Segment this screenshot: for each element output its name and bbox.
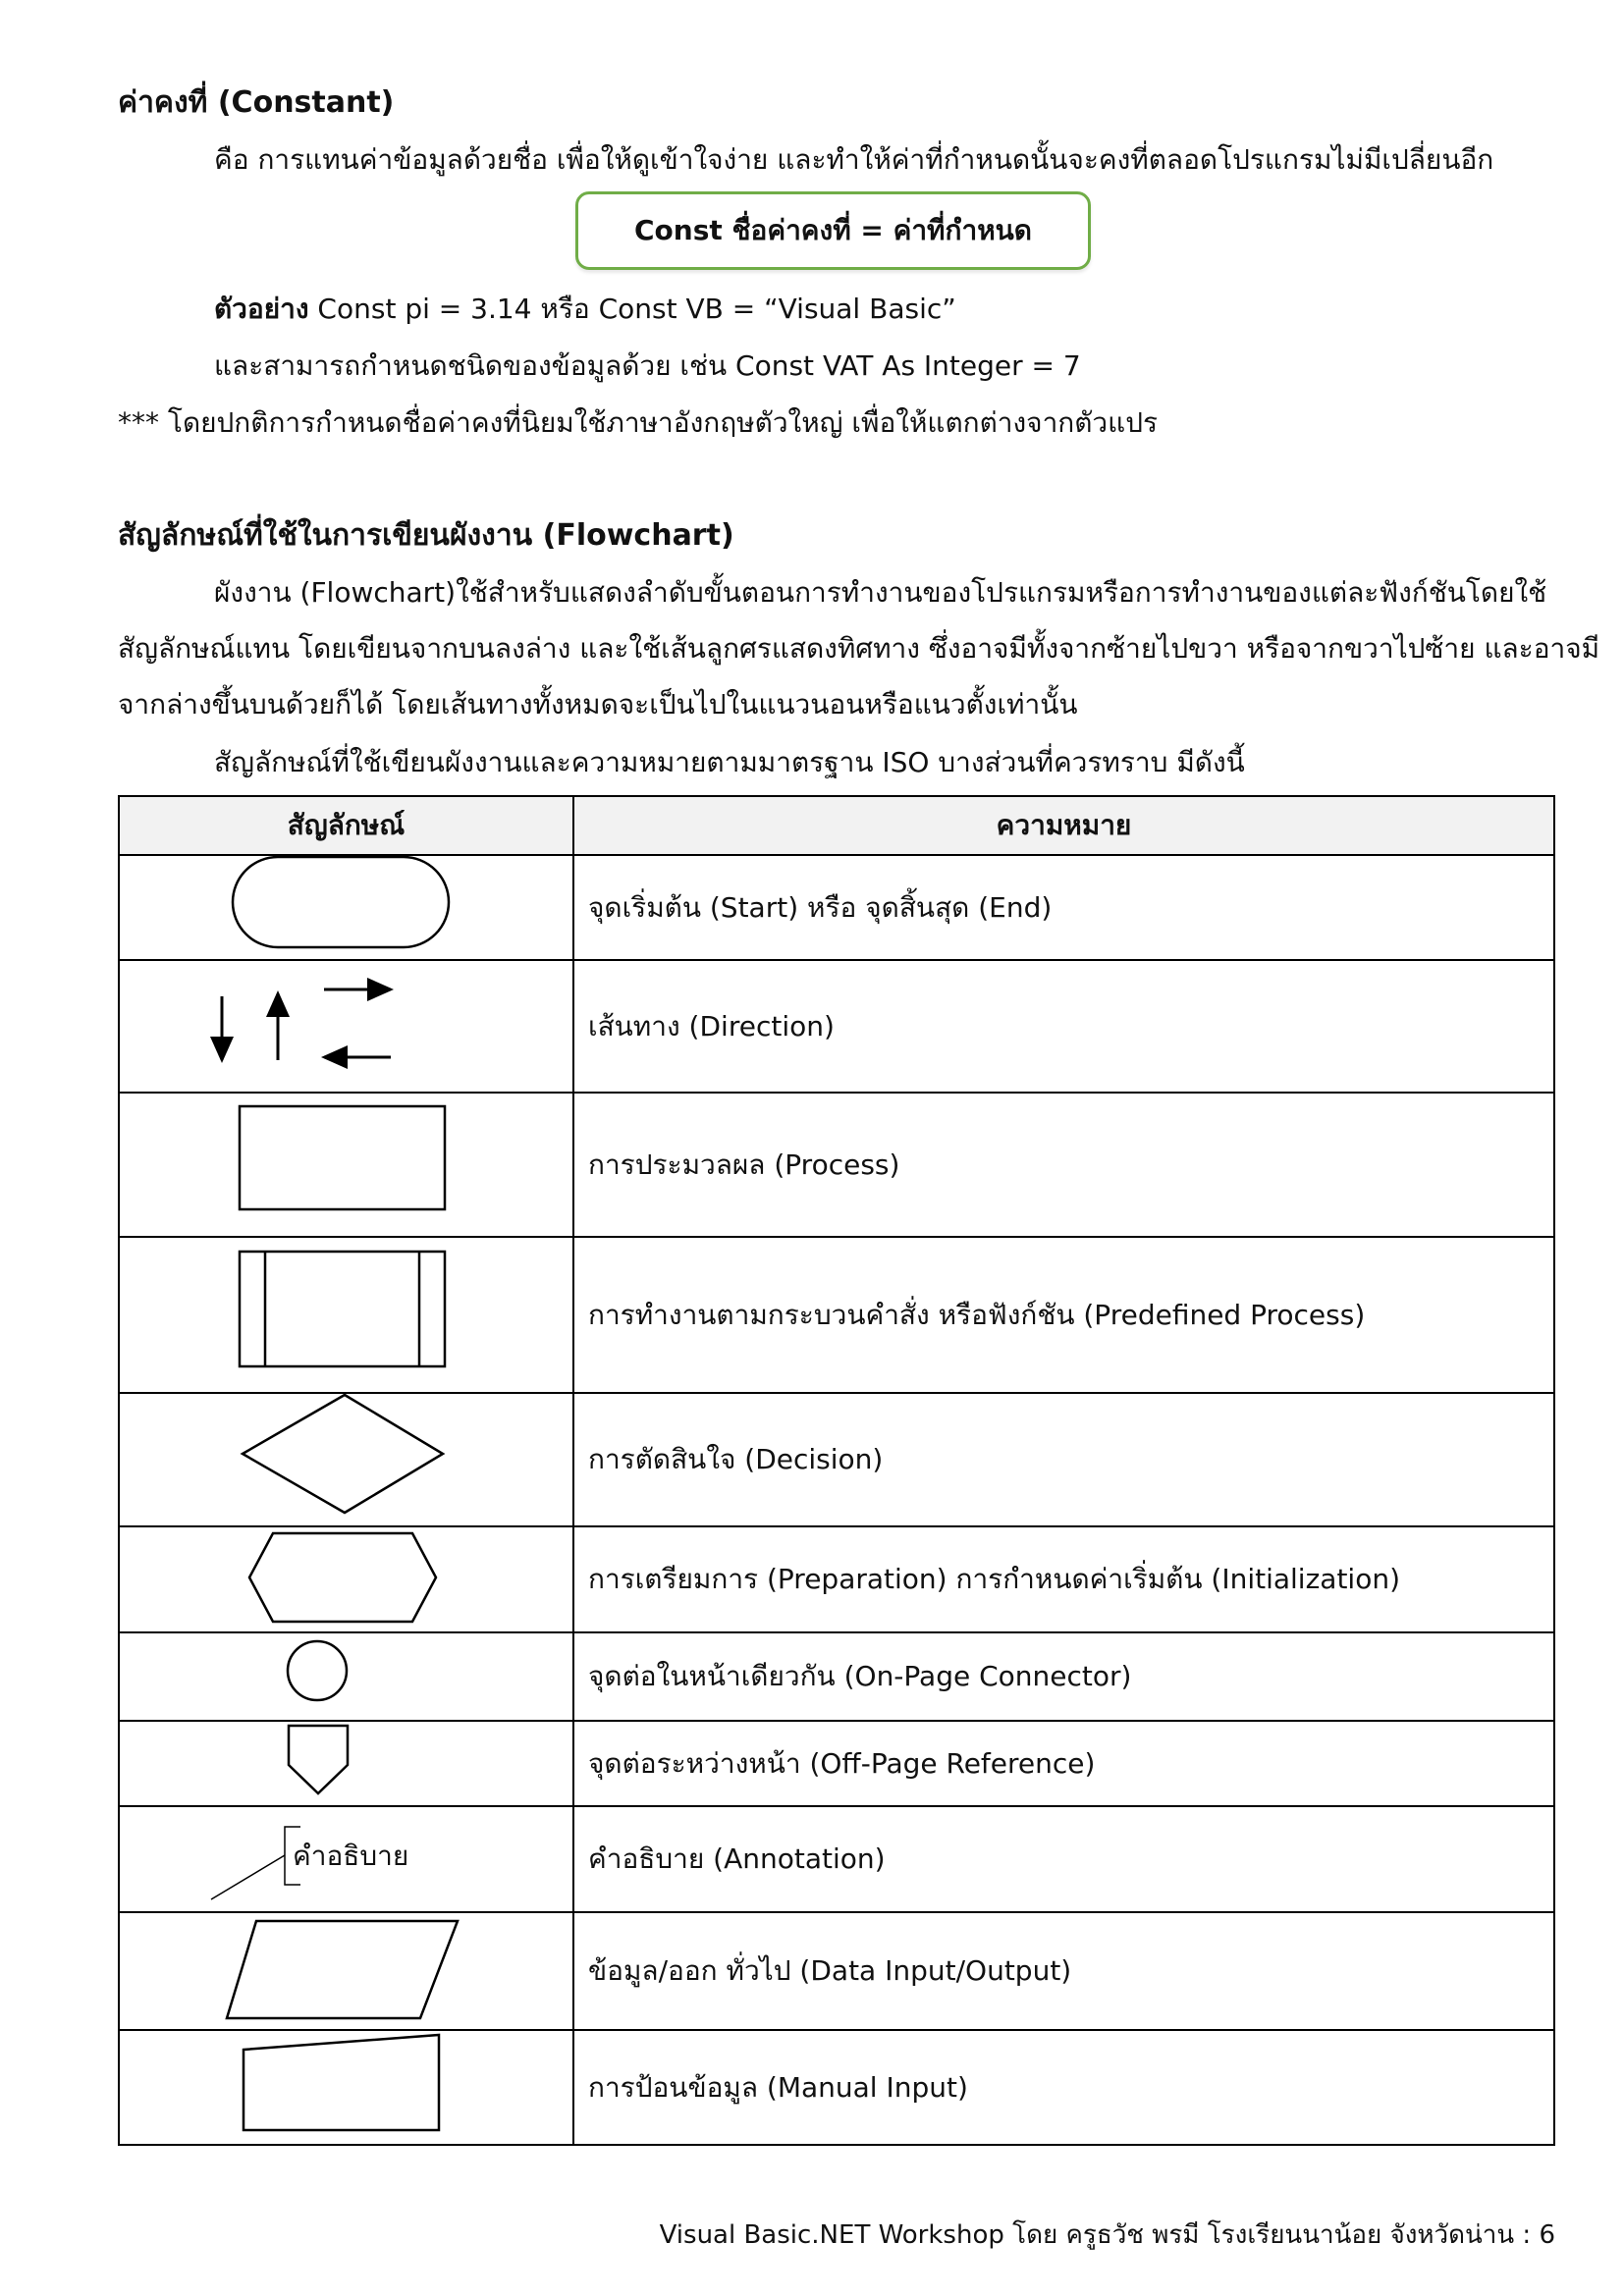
table-row [119,1721,1554,1806]
meaning-cell: ข้อมูล/ออก ทั่วไป (Data Input/Output) [573,1912,1554,2030]
symbol-cell [119,855,573,960]
meaning-cell: การเตรียมการ (Preparation) การกำหนดค่าเริ่มต้น (Initialization) [573,1526,1554,1632]
example-text: Const pi = 3.14 หรือ Const VB = “Visual Basic” [308,293,956,325]
table-header-row [119,796,1554,855]
symbol-cell [119,1237,573,1393]
type-example: และสามารถกำหนดชนิดของข้อมูลด้วย เช่น Const VAT As Integer = 7 [214,349,1081,382]
constant-description: คือ การแทนค่าข้อมูลด้วยชื่อ เพื่อให้ดูเข้าใจง่าย และทำให้ค่าที่กำหนดนั้นจะคงที่ตลอดโปรแกรมไม่มีเปลี่ยนอีก [214,143,1494,176]
header-symbol: สัญลักษณ์ [119,796,573,855]
flowchart-heading: สัญลักษณ์ที่ใช้ในการเขียนผังงาน (Flowchart) [118,518,734,553]
table-row [119,1526,1554,1632]
example-line [214,292,956,327]
constant-heading: ค่าคงที่ (Constant) [118,85,395,120]
page-footer: Visual Basic.NET Workshop โดย ครูธวัช พรมี โรงเรียนนาน้อย จังหวัดน่าน : 6 [659,2220,1555,2250]
syntax-box [575,191,1091,270]
meaning-cell: การตัดสินใจ (Decision) [573,1393,1554,1526]
table-intro: สัญลักษณ์ที่ใช้เขียนผังงานและความหมายตามมาตรฐาน ISO บางส่วนที่ควรทราบ มีดังนี้ [214,746,1245,778]
symbol-table [118,795,1555,2146]
table-row [119,1632,1554,1721]
header-meaning: ความหมาย [573,796,1554,855]
symbol-cell [119,1093,573,1237]
annotation-symbol-text: คำอธิบาย [293,1840,409,1872]
para-line: ผังงาน (Flowchart)ใช้สำหรับแสดงลำดับขั้นตอนการทำงานของโปรแกรมหรือการทำงานของแต่ละฟังก์ชันโดยใช้ [214,576,1547,609]
table-row [119,960,1554,1093]
meaning-cell: จุดต่อระหว่างหน้า (Off-Page Reference) [573,1721,1554,1806]
table-row [119,1393,1554,1526]
meaning-cell: การทำงานตามกระบวนคำสั่ง หรือฟังก์ชัน (Predefined Process) [573,1237,1554,1393]
table-row [119,1093,1554,1237]
symbol-cell [119,960,573,1093]
table-row [119,1912,1554,2030]
meaning-cell: จุดเริ่มต้น (Start) หรือ จุดสิ้นสุด (End) [573,855,1554,960]
table-row [119,2030,1554,2145]
example-label: ตัวอย่าง [214,293,309,325]
symbol-cell [119,1526,573,1632]
symbol-cell [119,2030,573,2145]
table-row [119,1237,1554,1393]
meaning-cell: การป้อนข้อมูล (Manual Input) [573,2030,1554,2145]
para-line: จากล่างขึ้นบนด้วยก็ได้ โดยเส้นทางทั้งหมดจะเป็นไปในแนวนอนหรือแนวตั้งเท่านั้น [118,688,1078,721]
meaning-cell: จุดต่อในหน้าเดียวกัน (On-Page Connector) [573,1632,1554,1721]
meaning-cell: เส้นทาง (Direction) [573,960,1554,1093]
para-line: สัญลักษณ์แทน โดยเขียนจากบนลงล่าง และใช้เส้นลูกศรแสดงทิศทาง ซึ่งอาจมีทั้งจากซ้ายไปขวา หรือจากขวาไปซ้าย และอาจมี [118,632,1600,665]
symbol-cell [119,1393,573,1526]
meaning-cell: คำอธิบาย (Annotation) [573,1806,1554,1912]
symbol-cell [119,1721,573,1806]
note: *** โดยปกติการกำหนดชื่อค่าคงที่นิยมใช้ภาษาอังกฤษตัวใหญ่ เพื่อให้แตกต่างจากตัวแปร [118,406,1159,439]
symbol-cell [119,1912,573,2030]
symbol-cell [119,1632,573,1721]
table-row [119,855,1554,960]
syntax-text: Const ชื่อค่าคงที่ = ค่าที่กำหนด [634,214,1032,246]
meaning-cell: การประมวลผล (Process) [573,1093,1554,1237]
